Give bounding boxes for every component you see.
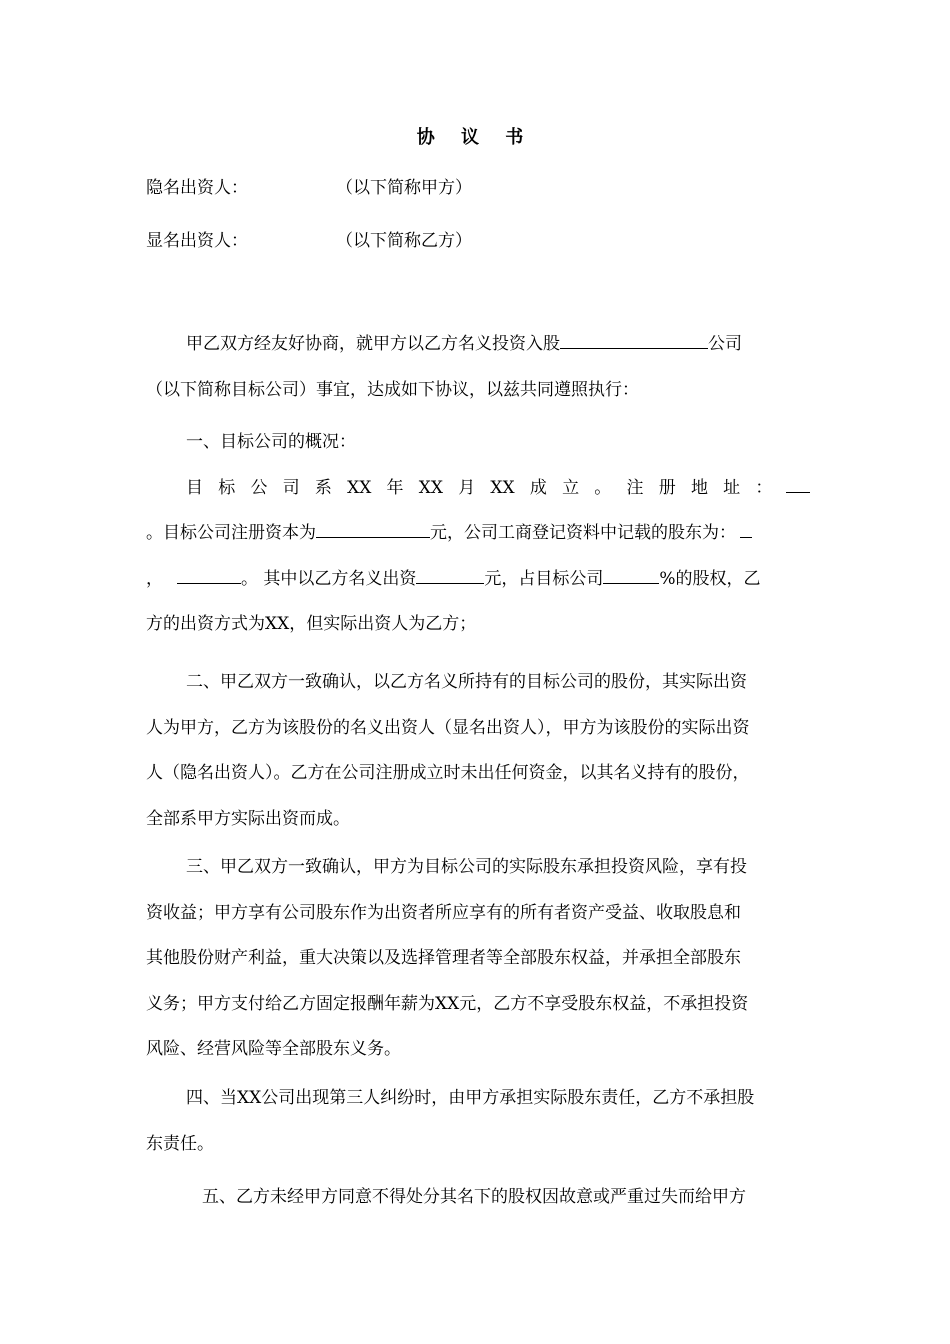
section1-line1-token: 。: [594, 477, 612, 498]
section3-line1: 三、甲乙双方一致确认，甲方为目标公司的实际股东承担投资风险，享有投: [186, 857, 747, 877]
section1-line1-token: 立: [562, 477, 580, 498]
address-blank: [786, 474, 810, 493]
intro-line2: （以下简称目标公司）事宜，达成如下协议，以兹共同遵照执行：: [146, 379, 639, 400]
section1-line1-token: 址: [723, 477, 741, 498]
section1-line3-c: 元，占目标公司: [484, 568, 604, 589]
section2-line3: 人（隐名出资人）。乙方在公司注册成立时未出任何资金，以其名义持有的股份，: [146, 763, 750, 783]
section1-line1-token: 年: [386, 477, 404, 498]
party-b-label: 显名出资人：: [146, 231, 248, 251]
section1-line1-token: ：: [755, 477, 773, 498]
party-b-line: [146, 227, 472, 255]
section5-line1: 五、乙方未经甲方同意不得处分其名下的股权因故意或严重过失而给甲方: [202, 1187, 746, 1207]
section1-line1-token: 目: [186, 477, 203, 498]
section1-line1-token: 系: [314, 477, 332, 498]
registered-capital-blank: [316, 519, 430, 538]
section1-line1-token: 注: [626, 477, 644, 498]
section2-line1: 二、甲乙双方一致确认，以乙方名义所持有的目标公司的股份，其实际出资: [186, 672, 747, 692]
party-a-note: （以下简称甲方）: [336, 178, 472, 198]
party-a-label: 隐名出资人：: [146, 178, 248, 198]
section1-line4: 方的出资方式为XX，但实际出资人为乙方；: [146, 614, 477, 634]
section1-line3-a: ，: [146, 568, 163, 589]
section3-line4: 义务；甲方支付给乙方固定报酬年薪为XX元，乙方不享受股东权益，不承担投资: [146, 993, 749, 1014]
section3-line3: 其他股份财产利益，重大决策以及选择管理者等全部股东权益，并承担全部股东: [146, 948, 741, 968]
section3-line5: 风险、经营风险等全部股东义务。: [146, 1039, 401, 1059]
document-title: 协 议 书: [416, 127, 534, 148]
section-4: [146, 1076, 810, 1167]
shareholder-blank-2: [177, 565, 241, 584]
section1-line2-b: 元，公司工商登记资料中记载的股东为：: [430, 523, 736, 543]
section2-line4: 全部系甲方实际出资而成。: [146, 808, 350, 829]
section1-line1-token: 司: [282, 477, 300, 498]
section3-line2: 资收益；甲方享有公司股东作为出资者所应享有的所有者资产受益、收取股息和: [146, 902, 741, 923]
section-3: [146, 845, 810, 1073]
section1-line1-token: 公: [250, 477, 268, 498]
section2-line2: 人为甲方，乙方为该股份的名义出资人（显名出资人），甲方为该股份的实际出资: [146, 717, 750, 738]
section4-line1: 四、当XX公司出现第三人纠纷时，由甲方承担实际股东责任，乙方不承担股: [186, 1088, 755, 1108]
company-name-blank: [560, 330, 708, 349]
section1-line3-b: 。 其中以乙方名义出资: [241, 568, 417, 589]
section1-line1-token: XX: [490, 477, 515, 498]
section-1: [146, 420, 810, 648]
section1-line1-token: 成: [529, 477, 547, 498]
section1-heading: 一、目标公司的概况：: [186, 432, 356, 452]
section-2: [146, 660, 810, 842]
shareholder-blank-1: [740, 519, 752, 538]
section1-line1-token: 标: [218, 477, 236, 498]
section1-line1-token: 地: [690, 477, 708, 498]
section1-line1-token: XX: [347, 477, 372, 498]
section1-line2-a: 。目标公司注册资本为: [146, 523, 316, 543]
section1-line1-token: 册: [658, 477, 676, 498]
intro-line1-a: 甲乙双方经友好协商，就甲方以乙方名义投资入股: [186, 334, 560, 354]
section4-line2: 东责任。: [146, 1133, 214, 1154]
section1-line1: [186, 466, 772, 512]
contribution-blank: [416, 565, 484, 584]
intro-paragraph: [146, 322, 810, 413]
percentage-blank: [603, 565, 659, 584]
section1-line3-d: %的股权，乙: [659, 568, 761, 589]
section-5: [146, 1175, 810, 1221]
section1-line1-token: XX: [418, 477, 443, 498]
party-b-note: （以下简称乙方）: [336, 231, 472, 251]
intro-line1-b: 公司: [708, 334, 742, 354]
party-a-line: [146, 174, 472, 202]
section1-line1-token: 月: [458, 477, 476, 498]
